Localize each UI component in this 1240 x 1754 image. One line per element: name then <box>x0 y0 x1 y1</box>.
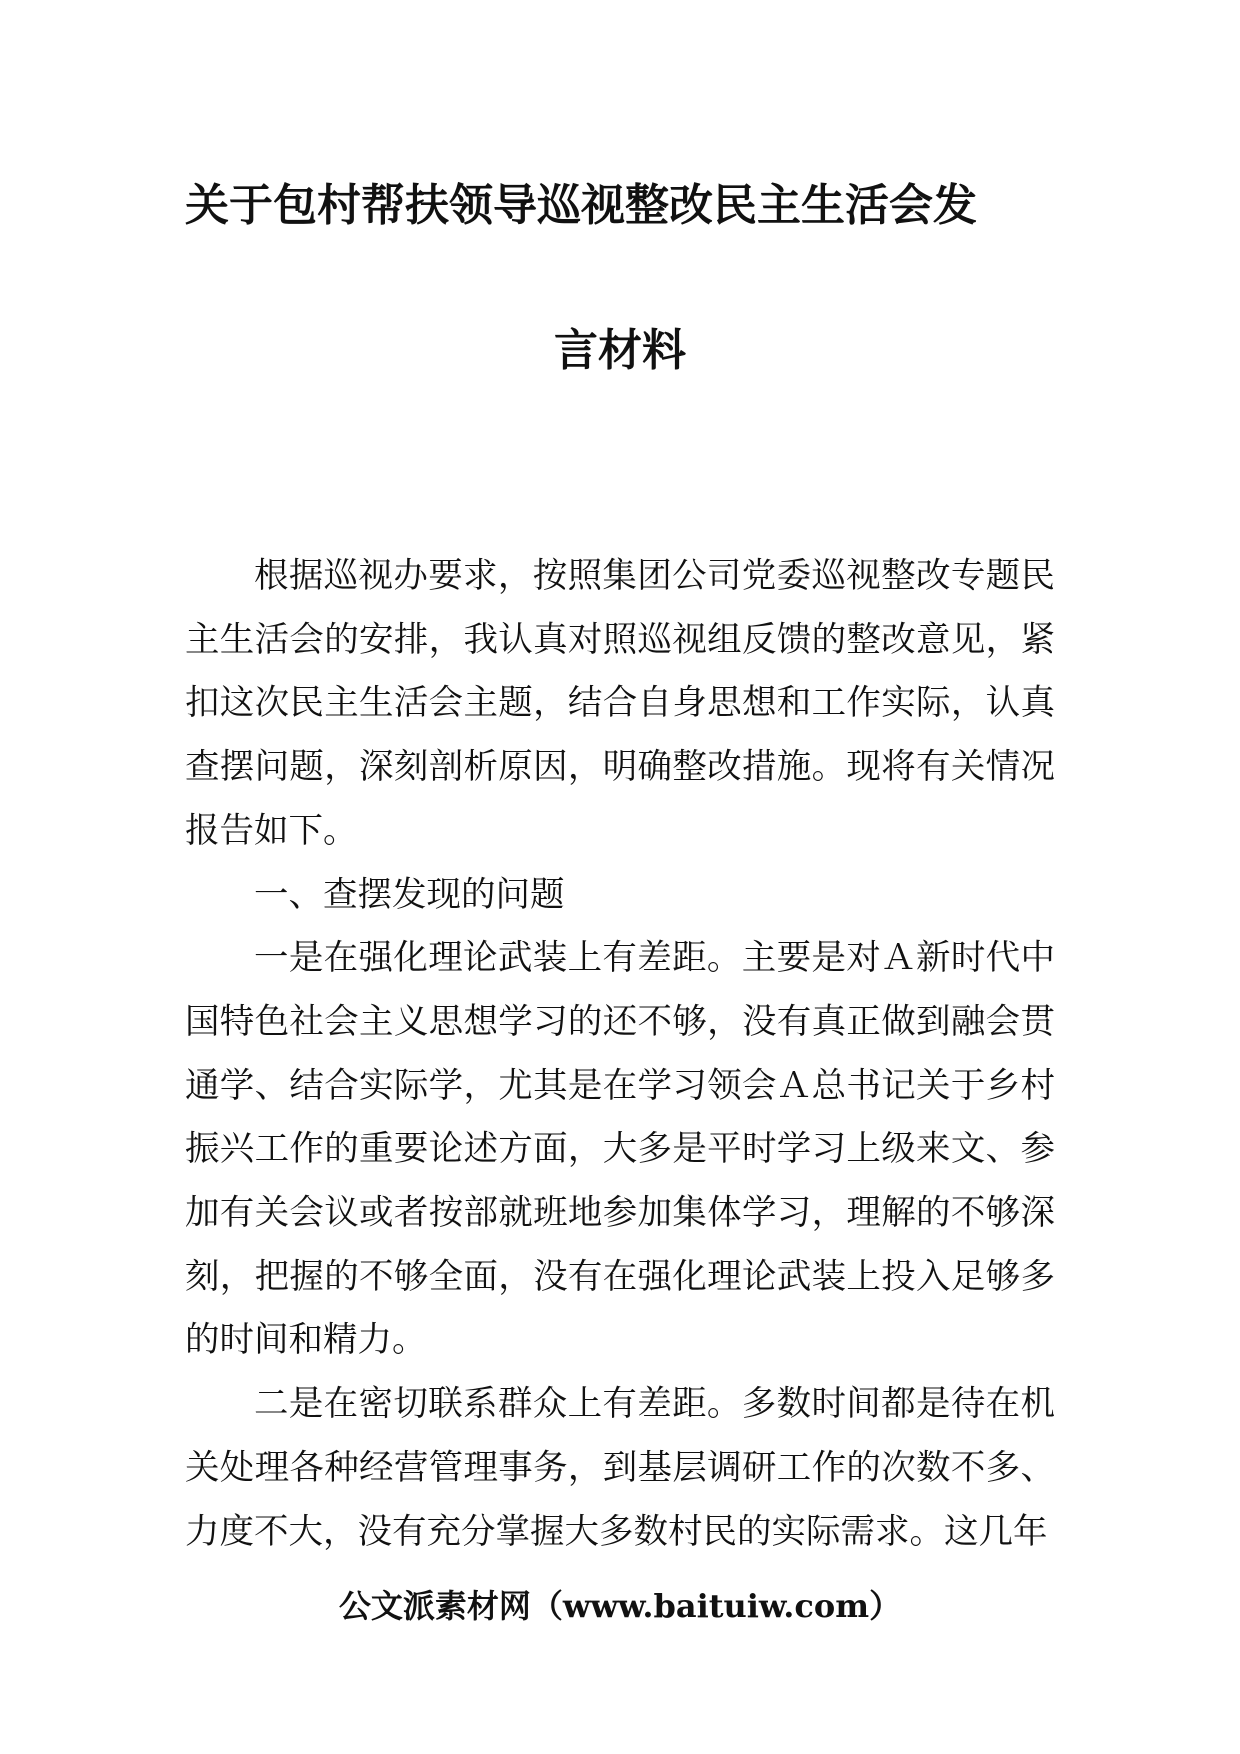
document-title-line-2: 言材料 <box>554 325 686 376</box>
intro-paragraph: 根据巡视办要求，按照集团公司党委巡视整改专题民主生活会的安排，我认真对照巡视组反馈的整改意见，紧扣这次民主生活会主题，结合自身思想和工作实际，认真查摆问题，深刻剖析原因，明确整改措施。现将有关情况报告如下。 <box>185 556 1055 851</box>
section-heading: 一、查摆发现的问题 <box>254 874 565 915</box>
footer-watermark: 公文派素材网（www.baituiw.com） <box>338 1587 902 1625</box>
section-paragraph-1: 一是在强化理论武装上有差距。主要是对Ａ新时代中国特色社会主义思想学习的还不够，没有真正做到融会贯通学、结合实际学，尤其是在学习领会Ａ总书记关于乡村振兴工作的重要论述方面，大多是平时学习上级来文、参加有关会议或者按部就班地参加集体学习，理解的不够深刻，把握的不够全面，没有在强化理论武装上投入足够多的时间和精力。 <box>185 938 1055 1361</box>
document-title-line-1: 关于包村帮扶领导巡视整改民主生活会发 <box>185 180 977 231</box>
document-body <box>185 545 1055 1564</box>
section-paragraph-2: 二是在密切联系群众上有差距。多数时间都是待在机关处理各种经营管理事务，到基层调研工作的次数不多、力度不大，没有充分掌握大多数村民的实际需求。这几年 <box>185 1384 1055 1552</box>
